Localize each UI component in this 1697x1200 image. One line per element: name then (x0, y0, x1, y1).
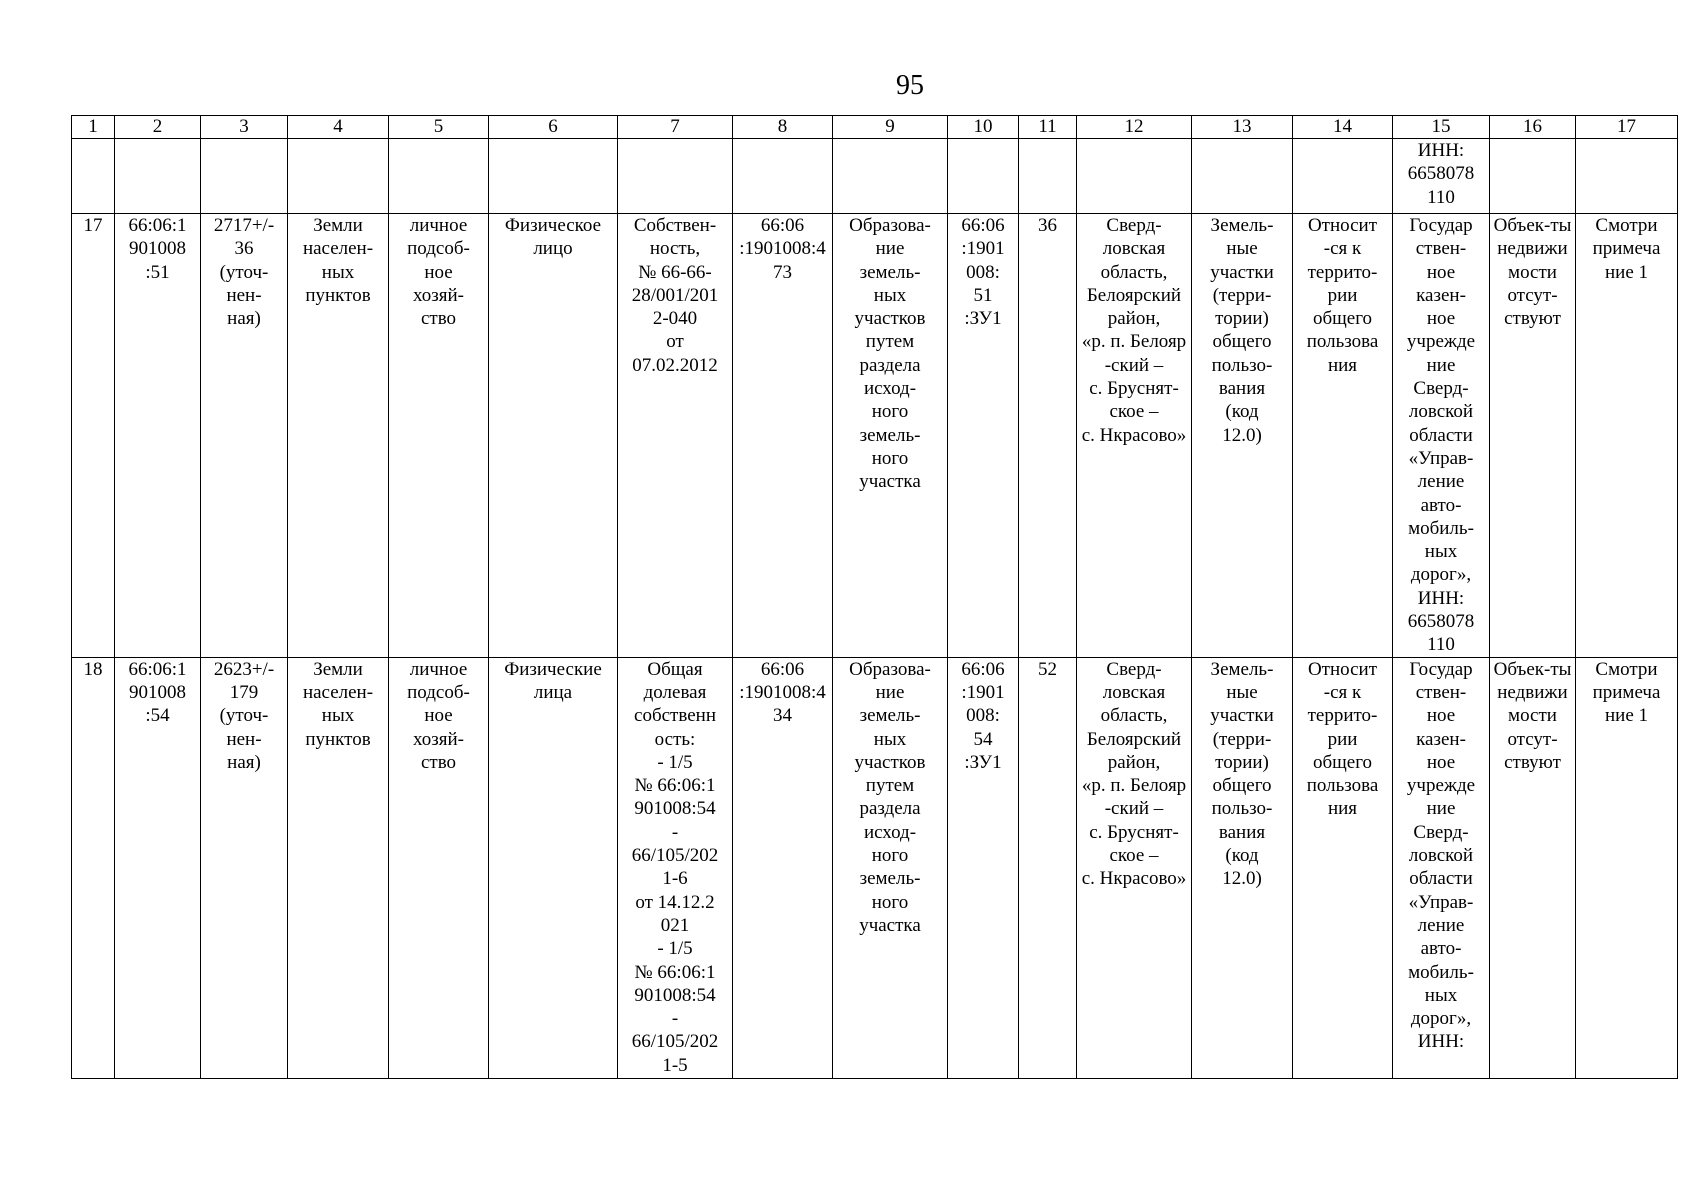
table-cell: ИНН: 6658078 110 (1393, 139, 1490, 214)
column-number: 16 (1490, 116, 1576, 139)
table-cell: Объек-ты недвижи мости отсут- ствуют (1490, 657, 1576, 1078)
table-cell: 2717+/- 36 (уточ- нен- ная) (201, 214, 288, 658)
table-cell: 18 (72, 657, 115, 1078)
table-cell (201, 139, 288, 214)
table-cell: Смотри примеча ние 1 (1576, 657, 1678, 1078)
page-number: 95 (896, 70, 924, 101)
table-cell: Земли населен- ных пунктов (288, 214, 389, 658)
table-cell (115, 139, 201, 214)
table-cell (1019, 139, 1077, 214)
table-cell (72, 139, 115, 214)
table-cell: 2623+/- 179 (уточ- нен- ная) (201, 657, 288, 1078)
table-cell: личное подсоб- ное хозяй- ство (389, 657, 489, 1078)
table-cell: Образова- ние земель- ных участков путем раздела исход- ного земель- ного участка (833, 657, 948, 1078)
column-number: 2 (115, 116, 201, 139)
table-row (72, 214, 1678, 658)
table-cell: Собствен- ность, № 66-66- 28/001/201 2-040 от 07.02.2012 (618, 214, 733, 658)
table-cell: 66:06:1 901008 :51 (115, 214, 201, 658)
table-cell (288, 139, 389, 214)
column-number: 9 (833, 116, 948, 139)
table-cell: Относит -ся к террито- рии общего пользова ния (1293, 214, 1393, 658)
table-cell: Государ ствен- ное казен- ное учрежде ние Сверд- ловской области «Управ- ление авто- мобиль- ных дорог», ИНН: (1393, 657, 1490, 1078)
table-cell: личное подсоб- ное хозяй- ство (389, 214, 489, 658)
column-number: 6 (489, 116, 618, 139)
table-cell (1192, 139, 1293, 214)
table-cell: Смотри примеча ние 1 (1576, 214, 1678, 658)
column-number: 5 (389, 116, 489, 139)
table-cell (1576, 139, 1678, 214)
table-cell (618, 139, 733, 214)
table-cell: Относит -ся к террито- рии общего пользова ния (1293, 657, 1393, 1078)
table-cell: 66:06 :1901 008: 51 :ЗУ1 (948, 214, 1019, 658)
table-cell: Объек-ты недвижи мости отсут- ствуют (1490, 214, 1576, 658)
column-number: 17 (1576, 116, 1678, 139)
table-cell: 66:06 :1901 008: 54 :ЗУ1 (948, 657, 1019, 1078)
table-cell: Земли населен- ных пунктов (288, 657, 389, 1078)
table-cell (1293, 139, 1393, 214)
table-cell: Государ ствен- ное казен- ное учрежде ние Сверд- ловской области «Управ- ление авто- мобиль- ных дорог», ИНН: 6658078 110 (1393, 214, 1490, 658)
table-cell (948, 139, 1019, 214)
table-cell: 52 (1019, 657, 1077, 1078)
table-cell (389, 139, 489, 214)
table-cell (489, 139, 618, 214)
table-row-continuation (72, 139, 1678, 214)
table-cell (1077, 139, 1192, 214)
table-cell: 66:06:1 901008 :54 (115, 657, 201, 1078)
table-cell: Земель- ные участки (терри- тории) общего пользо- вания (код 12.0) (1192, 657, 1293, 1078)
land-plot-table (71, 115, 1678, 1079)
column-number: 10 (948, 116, 1019, 139)
table-cell: 66:06 :1901008:4 34 (733, 657, 833, 1078)
table-cell: 17 (72, 214, 115, 658)
table-cell: 36 (1019, 214, 1077, 658)
table-cell (833, 139, 948, 214)
table-cell: Сверд- ловская область, Белоярский район, «р. п. Белояр -ский – с. Бруснят- ское – с. Нкрасово» (1077, 214, 1192, 658)
table-cell: 66:06 :1901008:4 73 (733, 214, 833, 658)
table-cell (733, 139, 833, 214)
table-cell: Образова- ние земель- ных участков путем раздела исход- ного земель- ного участка (833, 214, 948, 658)
column-number: 7 (618, 116, 733, 139)
table-cell (1490, 139, 1576, 214)
column-number: 15 (1393, 116, 1490, 139)
column-number-row (72, 116, 1678, 139)
column-number: 3 (201, 116, 288, 139)
table-cell: Сверд- ловская область, Белоярский район, «р. п. Белояр -ский – с. Бруснят- ское – с. Нкрасово» (1077, 657, 1192, 1078)
column-number: 8 (733, 116, 833, 139)
table-cell: Земель- ные участки (терри- тории) общего пользо- вания (код 12.0) (1192, 214, 1293, 658)
table-cell: Общая долевая собственн ость: - 1/5 № 66:06:1 901008:54 - 66/105/202 1-6 от 14.12.2 021 - 1/5 № 66:06:1 901008:54 - 66/105/202 1-5 (618, 657, 733, 1078)
table-cell: Физические лица (489, 657, 618, 1078)
column-number: 1 (72, 116, 115, 139)
table-row (72, 657, 1678, 1078)
column-number: 11 (1019, 116, 1077, 139)
column-number: 14 (1293, 116, 1393, 139)
column-number: 12 (1077, 116, 1192, 139)
column-number: 13 (1192, 116, 1293, 139)
table-cell: Физическое лицо (489, 214, 618, 658)
column-number: 4 (288, 116, 389, 139)
